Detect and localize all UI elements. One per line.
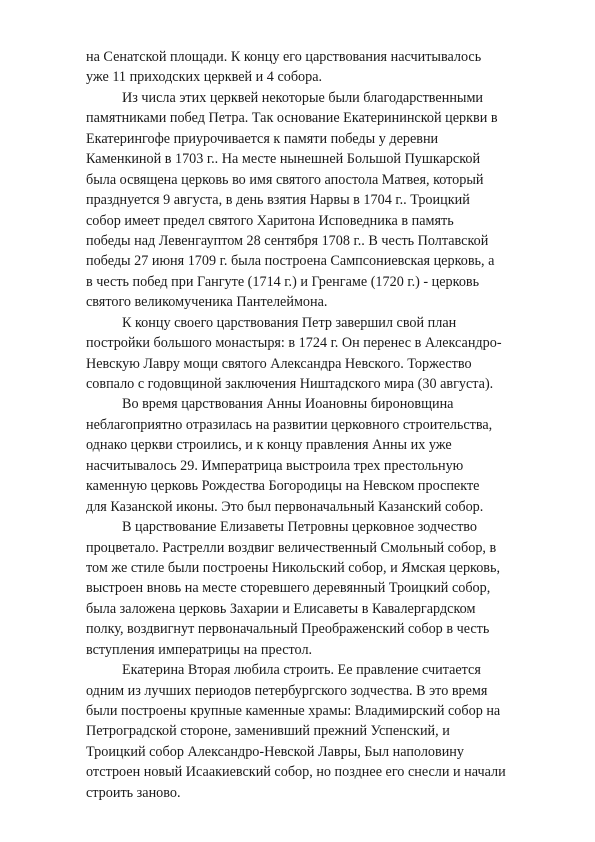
text-line: победы над Левенгауптом 28 сентября 1708 г.. В честь Полтавской [86, 232, 489, 249]
text-line: памятниками побед Петра. Так основание Екатерининской церкви в [86, 110, 498, 127]
text-line: святого великомученика Пантелеймона. [86, 294, 328, 311]
text-line: каменную церковь Рождества Богородицы на Невском проспекте [86, 478, 480, 495]
text-line: строить заново. [86, 784, 181, 801]
text-line: уже 11 приходских церквей и 4 собора. [86, 69, 323, 86]
text-line: постройки большого монастыря: в 1724 г. Он перенес в Александро- [86, 335, 502, 352]
text-line: собор имеет предел святого Харитона Исповедника в память [86, 212, 454, 229]
text-line: совпало с годовщиной заключения Ништадского мира (30 августа). [86, 376, 494, 392]
text-line: празднуется 9 августа, в день взятия Нарвы в 1704 г.. Троицкий [86, 192, 470, 209]
text-line: Каменкиной в 1703 г.. На месте нынешней Большой Пушкарской [86, 151, 481, 168]
paragraph-first-line: Во время царствования Анны Иоановны бироновщина [122, 396, 454, 413]
text-line: процветало. Растрелли воздвиг величественный Смольный собор, в [86, 539, 497, 556]
text-line: одним из лучших периодов петербургского зодчества. В это время [86, 682, 488, 699]
text-line: Петроградской стороне, заменивший прежний Успенский, и [86, 723, 450, 740]
text-line: победы 27 июня 1709 г. была построена Сампсониевская церковь, а [86, 253, 495, 270]
text-line: том же стиле были построены Никольский собор, и Ямская церковь, [86, 559, 501, 576]
text-line: в честь побед при Гангуте (1714 г.) и Гренгаме (1720 г.) - церковь [86, 273, 480, 290]
text-line: Екатерингофе приурочивается к памяти победы у деревни [86, 130, 439, 147]
text-line: выстроен вновь на месте сторевшего деревянный Троицкий собор, [86, 580, 491, 597]
text-line: отстроен новый Исаакиевский собор, но позднее его снесли и начали [86, 764, 506, 781]
text-line: Троицкий собор Александро-Невской Лавры, Был наполовину [86, 743, 464, 760]
text-line: была заложена церковь Захарии и Елисаветы в Кавалергардском [86, 600, 476, 617]
text-line: были построены крупные каменные храмы: Владимирский собор на [86, 703, 501, 719]
text-line: на Сенатской площади. К концу его царствования насчитывалось [86, 49, 482, 65]
text-line: вступления императрицы на престол. [86, 641, 313, 658]
text-line: Невскую Лавру мощи святого Александра Невского. Торжество [86, 355, 472, 372]
paragraph-first-line: В царствование Елизаветы Петровны церковное зодчество [122, 519, 477, 536]
paragraph-first-line: К концу своего царствования Петр завершил свой план [122, 314, 457, 331]
text-line: полку, воздвигнут первоначальный Преображенский собор в честь [86, 621, 490, 638]
paragraph-first-line: Екатерина Вторая любила строить. Ее правление считается [122, 662, 481, 679]
text-line: была освящена церковь во имя святого апостола Матвея, который [86, 171, 484, 188]
text-line: однако церкви строились, и к концу правления Анны их уже [86, 437, 452, 454]
document-body-text [86, 47, 546, 803]
paragraph-first-line: Из числа этих церквей некоторые были благодарственными [122, 89, 484, 106]
text-line: для Казанской иконы. Это был первоначальный Казанский собор. [86, 498, 484, 515]
text-line: насчитывалось 29. Императрица выстроила трех престольную [86, 457, 464, 474]
text-line: неблагоприятно отразилась на развитии церковного строительства, [86, 416, 493, 433]
